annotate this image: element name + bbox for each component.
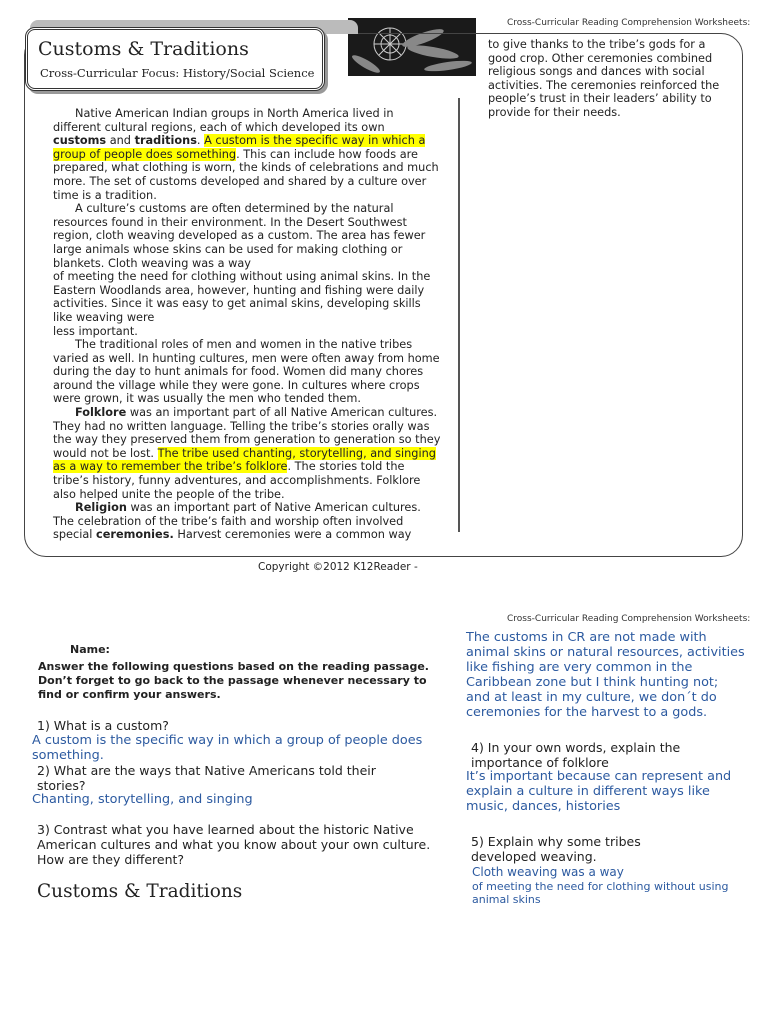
answer-3: The customs in CR are not made with animal skins or natural resources, activities like fishing are very common in the Caribbean zone but I think hunting not; and at least in my culture, we don´t do ceremonies for the harvest to a gods. xyxy=(466,630,745,720)
question-1: 1) What is a custom? xyxy=(37,718,169,733)
worksheet-header: Cross-Curricular Reading Comprehension Worksheets: xyxy=(507,18,751,28)
question-2: 2) What are the ways that Native Americans told their stories? xyxy=(37,763,376,793)
page-title: Customs & Traditions xyxy=(38,38,249,60)
answer-2: Chanting, storytelling, and singing xyxy=(32,792,253,807)
title-box xyxy=(25,27,325,91)
highlight-custom: A custom is the specific way in which a group of people does something xyxy=(53,134,426,161)
page-subtitle: Cross-Curricular Focus: History/Social Science xyxy=(40,66,315,80)
question-5: 5) Explain why some tribes developed weaving. xyxy=(471,834,641,864)
answer-4: It’s important because can represent and explain a culture in different ways like music, dances, histories xyxy=(466,769,732,814)
instructions: Answer the following questions based on the reading passage. Don’t forget to go back to the passage whenever necessary to find or confirm your answers. xyxy=(38,660,429,701)
answer-5-line1: Cloth weaving was a way xyxy=(472,865,624,879)
copyright: Copyright ©2012 K12Reader - xyxy=(258,561,418,573)
paragraph-religion: Religion was an important part of Native American cultures. The celebration of the tribe’s faith and worship often involved special ceremonies. Harvest ceremonies were a common way xyxy=(53,501,421,542)
highlight-folklore: The tribe used chanting, storytelling, and singing as a way to remember the tribe’s folklore xyxy=(53,446,436,474)
page2-title: Customs & Traditions xyxy=(37,881,243,902)
column-divider xyxy=(458,98,460,532)
paragraph-roles: The traditional roles of men and women in the native tribes varied as well. In hunting cultures, men were often away from home during the day to hunt animals for food. Women did many chores around the village while they were gone. In cultures where crops were grown, it was usually the men who tended them. xyxy=(53,338,440,406)
left-column: Native American Indian groups in North America lived in different cultural regions, each of which developed its own customs and traditions. A custom is the specific way in which a group of people does something. This can include how foods are prepared, what clothing is worn, the kinds of celebrations and much more. The set of customs developed and shared by a culture over time is a tradition. A culture’s customs are often determined by the natural resources found in their environment. In the Desert Southwest region, cloth weaving developed as a custom. The area has fewer large animals whose skins can be used for making clothing or blankets. Cloth weaving was a way of meeting the need for clothing without using animal skins. In the Eastern Woodlands area, however, hunting and fishing were daily activities. Since it was easy to get animal skins, developing skills like weaving were less important. The traditional roles of men and women in the native tribes varied as well. In hunting cultures, men were often away from home during the day to hunt animals for food. Women did many chores around the village while they were gone. In cultures where crops were grown, it was usually the men who tended them. Folklore was an important part of all Native American cultures. They had no written language. Telling the tribe’s stories orally was the way they preserved them from generation to generation so they would not be lost. The tribe used chanting, storytelling, and singing as a way to remember the tribe’s folklore. The stories told the tribe’s history, funny adventures, and accomplishments. Folklore also helped unite the people of the tribe. Religion was an important part of Native American cultures. The celebration of the tribe’s faith and worship often involved special ceremonies. Harvest ceremonies were a common way xyxy=(53,107,441,542)
name-label: Name: xyxy=(70,643,110,656)
paragraph-folklore: Folklore was an important part of all Native American cultures. They had no written language. Telling the tribe’s stories orally was the way they preserved them from generation to generation so they would not be lost. The tribe used chanting, storytelling, and singing as a way to remember the tribe’s folklore. The stories told the tribe’s history, funny adventures, and accomplishments. Folklore also helped unite the people of the tribe. xyxy=(53,406,441,501)
answer-1: A custom is the specific way in which a group of people does something. xyxy=(32,733,423,763)
question-3: 3) Contrast what you have learned about the historic Native American cultures and what you know about your own culture. How are they different? xyxy=(37,822,431,867)
answer-5-line2: of meeting the need for clothing without using animal skins xyxy=(472,880,729,906)
paragraph-customs: Native American Indian groups in North America lived in different cultural regions, each of which developed its own customs and traditions. A custom is the specific way in which a group of people does something. This can include how foods are prepared, what clothing is worn, the kinds of celebrations and much more. The set of customs developed and shared by a culture over time is a tradition. xyxy=(53,107,439,202)
right-column: to give thanks to the tribe’s gods for a good crop. Other ceremonies combined religious songs and dances with social activities. The ceremonies reinforced the people’s trust in their leaders’ ability to provide for their needs. xyxy=(488,38,720,119)
paragraph-resources: A culture’s customs are often determined by the natural resources found in their environment. In the Desert Southwest region, cloth weaving developed as a custom. The area has fewer large animals whose skins can be used for making clothing or blankets. Cloth weaving was a way xyxy=(53,202,426,270)
worksheet-header-2: Cross-Curricular Reading Comprehension Worksheets: xyxy=(507,614,751,624)
question-4: 4) In your own words, explain the importance of folklore xyxy=(471,740,681,770)
